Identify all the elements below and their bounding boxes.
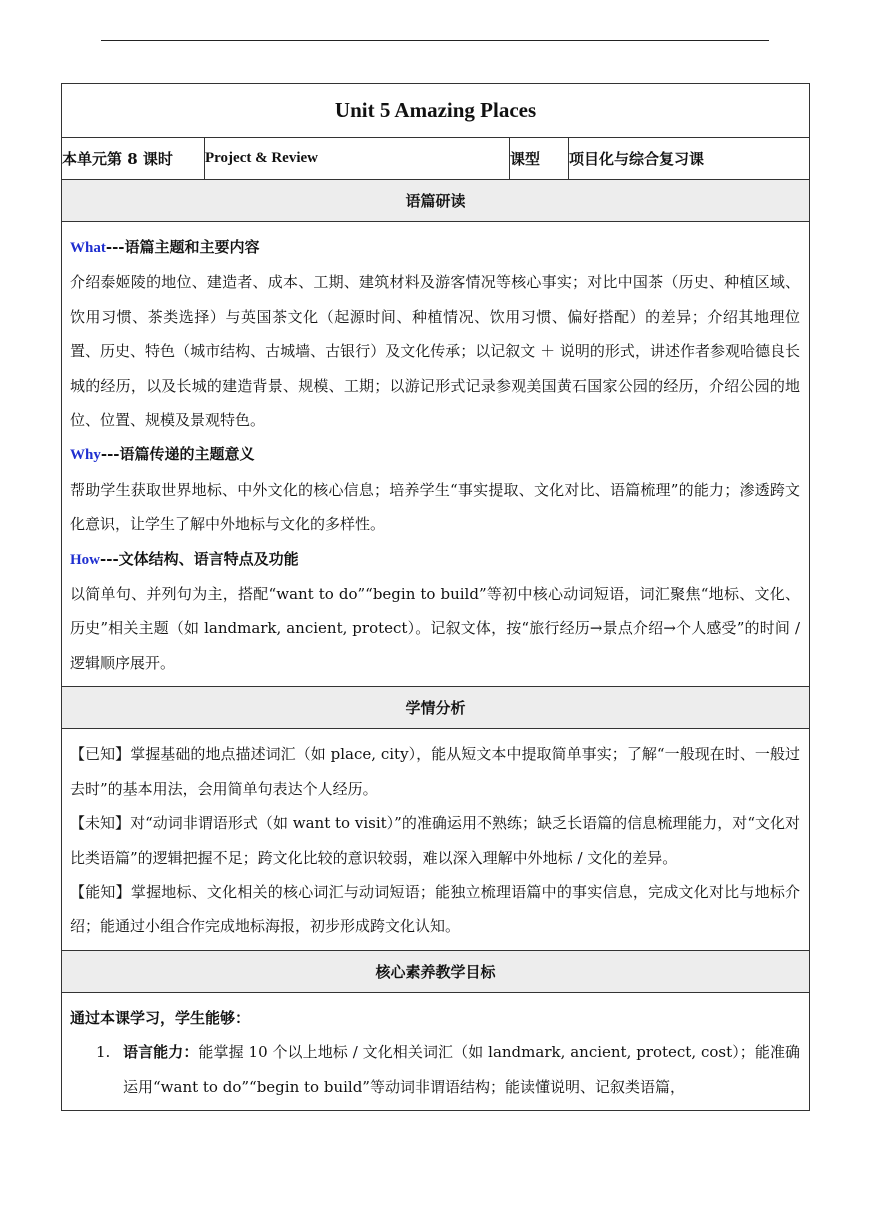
- learner-analysis-body: [62, 729, 810, 950]
- able-paragraph: 【能知】掌握地标、文化相关的核心词汇与动词短语；能独立梳理语篇中的事实信息，完成文化对比与地标介绍；能通过小组合作完成地标海报，初步形成跨文化认知。: [70, 882, 801, 936]
- unit-title: Unit 5 Amazing Places: [62, 84, 810, 138]
- objectives-intro: 通过本课学习，学生能够：: [70, 1008, 251, 1027]
- why-title: ---语篇传递的主题意义: [100, 445, 255, 464]
- section-heading-learner-analysis: 学情分析: [62, 687, 810, 729]
- objective-label: 语言能力：: [123, 1043, 199, 1062]
- objectives-body: [62, 992, 810, 1110]
- what-keyword: What: [70, 240, 106, 256]
- how-paragraph: 以简单句、并列句为主，搭配“want to do”“begin to build”等初中核心动词短语，词汇聚焦“地标、文化、历史”相关主题（如 landmark, ancient, protect）。记叙文体，按“旅行经历→景点介绍→个人感受”的时间 / 逻辑顺序展开。: [70, 585, 801, 672]
- known-paragraph: 【已知】掌握基础的地点描述词汇（如 place, city），能从短文本中提取简单事实；了解“一般现在时、一般过去时”的基本用法，会用简单句表达个人经历。: [70, 745, 801, 798]
- section-heading-objectives: 核心素养教学目标: [62, 950, 810, 992]
- text-analysis-body: [62, 222, 810, 687]
- how-keyword: How: [70, 551, 100, 568]
- why-paragraph: 帮助学生获取世界地标、中外文化的核心信息；培养学生“事实提取、文化对比、语篇梳理”的能力；渗透跨文化意识，让学生了解中外地标与文化的多样性。: [70, 480, 801, 534]
- objective-number: 1.: [96, 1043, 111, 1062]
- how-title: ---文体结构、语言特点及功能: [100, 549, 299, 568]
- section-heading-text-analysis: 语篇研读: [62, 180, 810, 222]
- why-heading: [70, 437, 800, 472]
- unknown-paragraph: 【未知】对“动词非谓语形式（如 want to visit）”的准确运用不熟练；缺乏长语篇的信息梳理能力，对“文化对比类语篇”的逻辑把握不足；跨文化比较的意识较弱，难以深入理解中外地标 / 文化的差异。: [70, 814, 801, 867]
- objective-text: [123, 1035, 800, 1104]
- objective-item-1: [96, 1035, 800, 1104]
- why-keyword: Why: [70, 447, 101, 464]
- lesson-type-value: 项目化与综合复习课: [569, 138, 810, 180]
- how-heading: [70, 542, 800, 577]
- lesson-number: 本单元第 8 课时: [62, 138, 205, 180]
- lesson-plan-table: [61, 83, 810, 1111]
- lesson-type-label: 课型: [510, 138, 569, 180]
- what-paragraph: 介绍泰姬陵的地位、建造者、成本、工期、建筑材料及游客情况等核心事实；对比中国茶（历史、种植区域、饮用习惯、茶类选择）与英国茶文化（起源时间、种植情况、饮用习惯、偏好搭配）的差异；介绍其地理位置、历史、特色（城市结构、古城墙、古银行）及文化传承；以记叙文 ＋ 说明的形式，讲述作者参观哈德良长城的经历，以及长城的建造背景、规模、工期；以游记形式记录参观美国黄石国家公园的经历，介绍公园的地位、位置、规模及景观特色。: [70, 273, 801, 430]
- header-rule: [101, 40, 769, 41]
- what-heading: [70, 230, 800, 265]
- objective-detail: 能掌握 10 个以上地标 / 文化相关词汇（如 landmark, ancient, protect, cost）；能准确运用“want to do”“begin to build”等动词非谓语结构；能读懂说明、记叙类语篇，: [123, 1043, 801, 1096]
- what-title: ---语篇主题和主要内容: [105, 238, 260, 256]
- lesson-topic: Project & Review: [205, 138, 510, 180]
